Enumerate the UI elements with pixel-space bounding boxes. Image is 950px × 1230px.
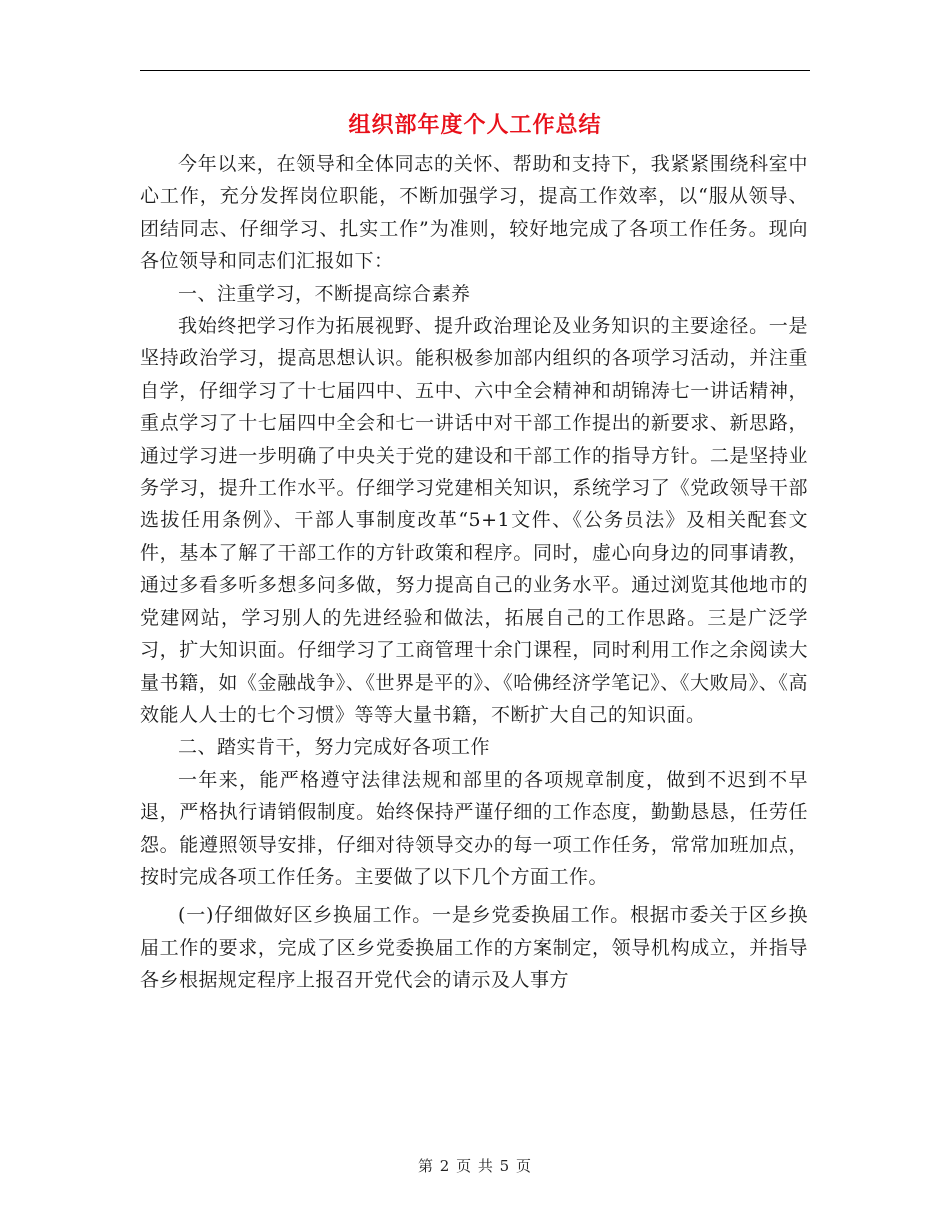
- paragraph-study: 我始终把学习作为拓展视野、提升政治理论及业务知识的主要途径。一是坚持政治学习，提高思想认识。能积极参加部内组织的各项学习活动，并注重自学，仔细学习了十七届四中、五中、六中全会精神和胡锦涛七一讲话精神，重点学习了十七届四中全会和七一讲话中对干部工作提出的新要求、新思路，通过学习进一步明确了中央关于党的建设和干部工作的指导方针。二是坚持业务学习，提升工作水平。仔细学习党建相关知识，系统学习了《党政领导干部选拔任用条例》、干部人事制度改革“5+1文件、《公务员法》及相关配套文件，基本了解了干部工作的方针政策和程序。同时，虚心向身边的同事请教，通过多看多听多想多问多做，努力提高自己的业务水平。通过浏览其他地市的党建网站，学习别人的先进经验和做法，拓展自己的工作思路。三是广泛学习，扩大知识面。仔细学习了工商管理十余门课程，同时利用工作之余阅读大量书籍，如《金融战争》、《世界是平的》、《哈佛经济学笔记》、《大败局》、《高效能人人士的七个习惯》等等大量书籍，不断扩大自己的知识面。: [140, 315, 808, 726]
- paragraph-intro: 今年以来，在领导和全体同志的关怀、帮助和支持下，我紧紧围绕科室中心工作，充分发挥岗位职能，不断加强学习，提高工作效率，以“服从领导、团结同志、仔细学习、扎实工作”为准则，较好地完成了各项工作任务。现向各位领导和同志们汇报如下：: [140, 153, 808, 273]
- paragraph-work: 一年来，能严格遵守法律法规和部里的各项规章制度，做到不迟到不早退，严格执行请销假制度。始终保持严谨仔细的工作态度，勤勤恳恳，任劳任怨。能遵照领导安排，仔细对待领导交办的每一项工作任务，常常加班加点，按时完成各项工作任务。主要做了以下几个方面工作。: [140, 768, 808, 888]
- paragraph-election: (一)仔细做好区乡换届工作。一是乡党委换届工作。根据市委关于区乡换届工作的要求，完成了区乡党委换届工作的方案制定，领导机构成立，并指导各乡根据规定程序上报召开党代会的请示及人事方: [140, 904, 808, 992]
- section-heading-work: 二、踏实肯干，努力完成好各项工作: [178, 736, 491, 759]
- header-rule: [140, 70, 810, 71]
- document-body: [140, 148, 808, 997]
- section-heading-study: 一、注重学习，不断提高综合素养: [178, 282, 471, 305]
- document-title: 组织部年度个人工作总结: [348, 113, 602, 138]
- page-number: 第 2 页 共 5 页: [418, 1157, 532, 1175]
